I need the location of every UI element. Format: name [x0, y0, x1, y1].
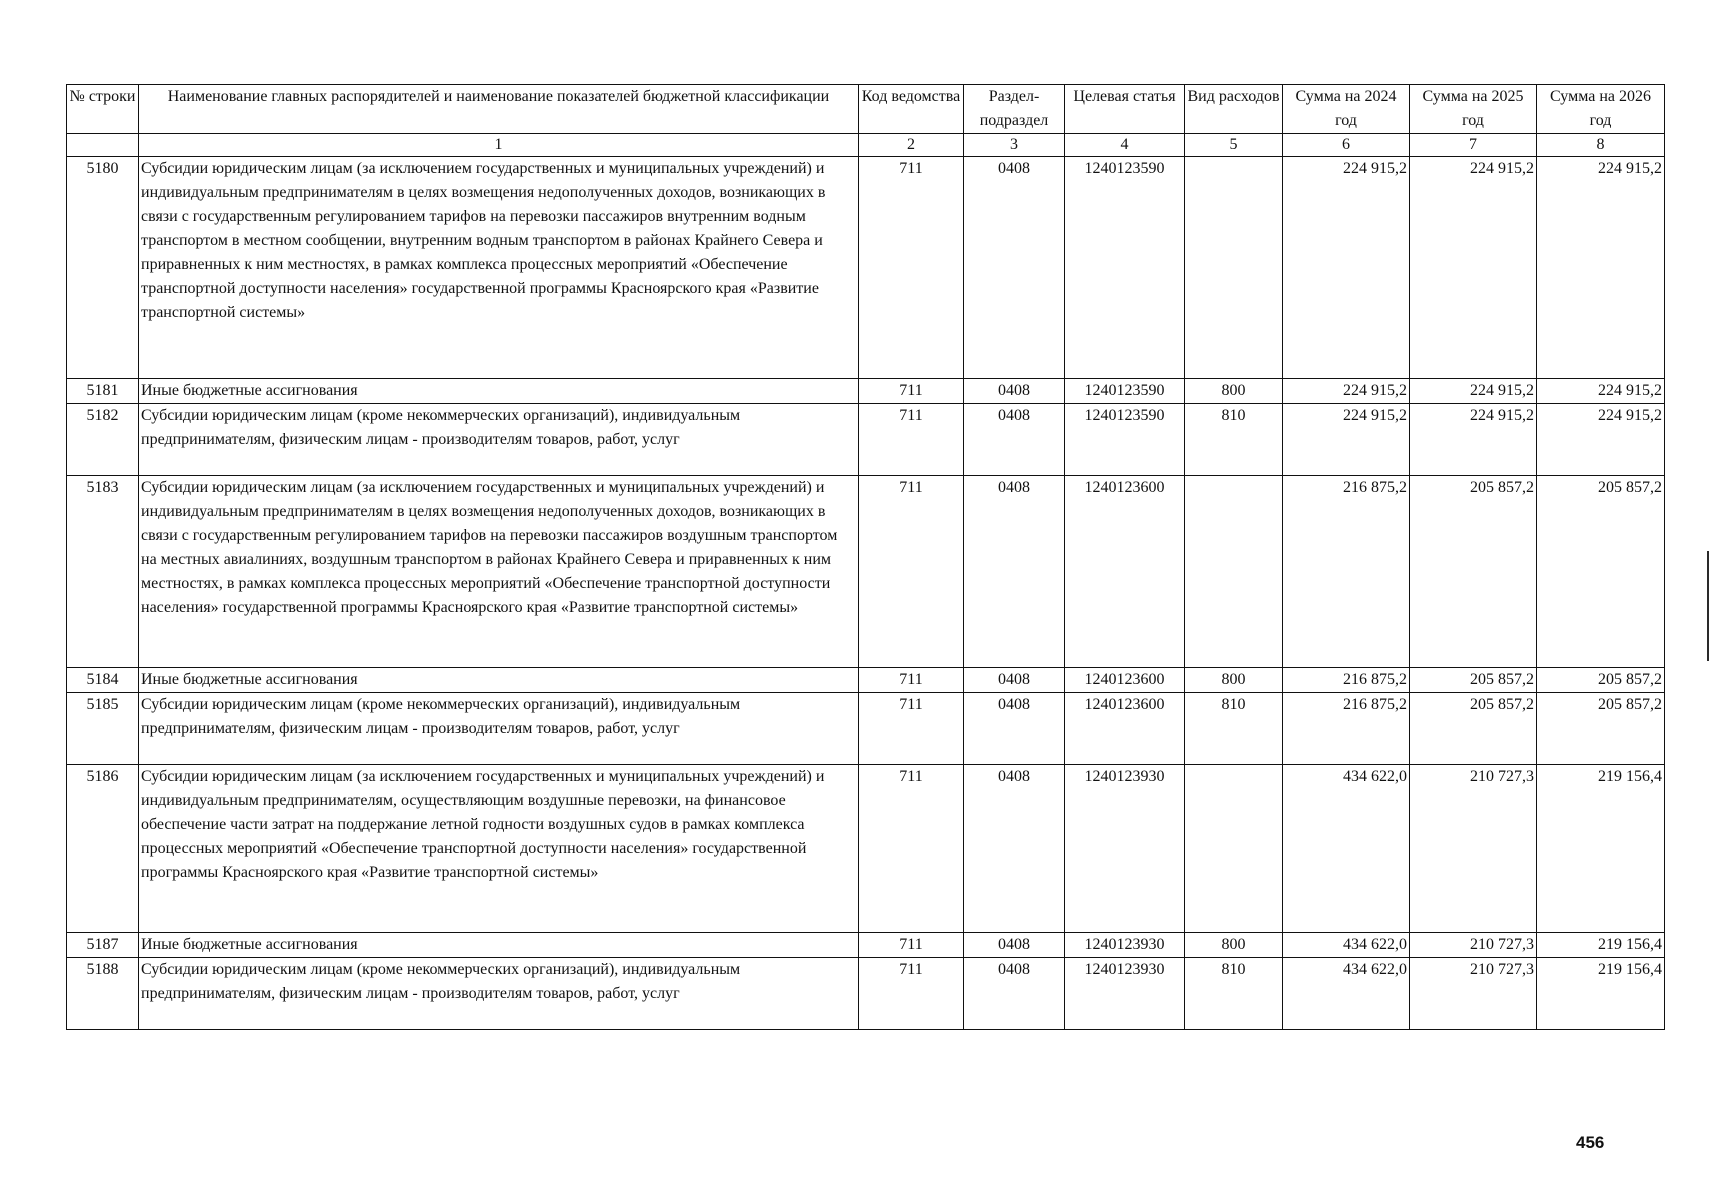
row-name: Субсидии юридическим лицам (кроме некоммерческих организаций), индивидуальным предпринимателям, физическим лицам - производителям товаров, работ, услуг	[139, 693, 859, 765]
row-number: 5182	[67, 404, 139, 476]
table-row	[67, 157, 1665, 379]
row-number: 5186	[67, 765, 139, 933]
row-target-article: 1240123590	[1065, 404, 1185, 476]
column-number	[67, 134, 139, 157]
row-target-article: 1240123930	[1065, 933, 1185, 958]
row-department-code: 711	[859, 668, 964, 693]
row-section: 0408	[964, 379, 1065, 404]
row-name: Иные бюджетные ассигнования	[139, 933, 859, 958]
scan-edge-mark	[1707, 551, 1709, 661]
row-expense-type	[1185, 476, 1283, 668]
row-expense-type: 810	[1185, 404, 1283, 476]
header-sum-2026: Сумма на 2026 год	[1537, 85, 1665, 134]
row-expense-type	[1185, 765, 1283, 933]
row-sum-2024: 224 915,2	[1283, 379, 1410, 404]
row-name: Иные бюджетные ассигнования	[139, 668, 859, 693]
table-header-row	[67, 85, 1665, 134]
row-expense-type	[1185, 157, 1283, 379]
row-section: 0408	[964, 765, 1065, 933]
row-name: Субсидии юридическим лицам (за исключением государственных и муниципальных учреждений) и индивидуальным предпринимателям в целях возмещения недополученных доходов, возникающих в связи с государственным регулированием тарифов на перевозки пассажиров воздушным транспортом на местных авиалиниях, воздушным транспортом в районах Крайнего Севера и приравненных к ним местностях, в рамках комплекса процессных мероприятий «Обеспечение транспортной доступности населения» государственной программы Красноярского края «Развитие транспортной системы»	[139, 476, 859, 668]
row-number: 5181	[67, 379, 139, 404]
row-sum-2025: 205 857,2	[1410, 476, 1537, 668]
row-target-article: 1240123590	[1065, 157, 1185, 379]
row-number: 5184	[67, 668, 139, 693]
row-number: 5185	[67, 693, 139, 765]
row-target-article: 1240123600	[1065, 668, 1185, 693]
header-target-article: Целевая статья	[1065, 85, 1185, 134]
row-department-code: 711	[859, 765, 964, 933]
row-sum-2026: 205 857,2	[1537, 476, 1665, 668]
row-sum-2025: 205 857,2	[1410, 668, 1537, 693]
header-row-number: № строки	[67, 85, 139, 134]
row-number: 5183	[67, 476, 139, 668]
row-sum-2026: 205 857,2	[1537, 668, 1665, 693]
row-sum-2026: 219 156,4	[1537, 958, 1665, 1030]
row-target-article: 1240123600	[1065, 693, 1185, 765]
column-number: 5	[1185, 134, 1283, 157]
table-row	[67, 693, 1665, 765]
row-number: 5188	[67, 958, 139, 1030]
header-sum-2025: Сумма на 2025 год	[1410, 85, 1537, 134]
row-target-article: 1240123930	[1065, 765, 1185, 933]
row-sum-2024: 224 915,2	[1283, 157, 1410, 379]
table-row	[67, 404, 1665, 476]
row-sum-2025: 224 915,2	[1410, 379, 1537, 404]
table-row	[67, 933, 1665, 958]
column-number: 8	[1537, 134, 1665, 157]
table-row	[67, 379, 1665, 404]
row-sum-2026: 205 857,2	[1537, 693, 1665, 765]
row-sum-2024: 434 622,0	[1283, 765, 1410, 933]
budget-document	[66, 84, 1665, 1030]
column-number: 1	[139, 134, 859, 157]
column-number: 6	[1283, 134, 1410, 157]
row-sum-2025: 224 915,2	[1410, 157, 1537, 379]
row-sum-2025: 210 727,3	[1410, 933, 1537, 958]
column-numbers-row	[67, 134, 1665, 157]
table-row	[67, 668, 1665, 693]
row-sum-2025: 210 727,3	[1410, 958, 1537, 1030]
row-target-article: 1240123930	[1065, 958, 1185, 1030]
row-name: Субсидии юридическим лицам (за исключением государственных и муниципальных учреждений) и индивидуальным предпринимателям, осуществляющим воздушные перевозки, на финансовое обеспечение части затрат на поддержание летной годности воздушных судов в рамках комплекса процессных мероприятий «Обеспечение транспортной доступности населения» государственной программы Красноярского края «Развитие транспортной системы»	[139, 765, 859, 933]
row-section: 0408	[964, 933, 1065, 958]
row-expense-type: 810	[1185, 693, 1283, 765]
row-department-code: 711	[859, 157, 964, 379]
row-department-code: 711	[859, 379, 964, 404]
row-department-code: 711	[859, 958, 964, 1030]
header-expense-type: Вид расходов	[1185, 85, 1283, 134]
row-expense-type: 810	[1185, 958, 1283, 1030]
row-department-code: 711	[859, 933, 964, 958]
header-section: Раздел-подраздел	[964, 85, 1065, 134]
row-section: 0408	[964, 404, 1065, 476]
row-section: 0408	[964, 693, 1065, 765]
row-section: 0408	[964, 476, 1065, 668]
row-section: 0408	[964, 958, 1065, 1030]
row-sum-2026: 219 156,4	[1537, 765, 1665, 933]
row-sum-2025: 205 857,2	[1410, 693, 1537, 765]
row-expense-type: 800	[1185, 668, 1283, 693]
row-name: Иные бюджетные ассигнования	[139, 379, 859, 404]
row-sum-2025: 224 915,2	[1410, 404, 1537, 476]
row-sum-2024: 224 915,2	[1283, 404, 1410, 476]
header-sum-2024: Сумма на 2024 год	[1283, 85, 1410, 134]
row-sum-2025: 210 727,3	[1410, 765, 1537, 933]
row-sum-2024: 216 875,2	[1283, 476, 1410, 668]
row-name: Субсидии юридическим лицам (за исключением государственных и муниципальных учреждений) и индивидуальным предпринимателям в целях возмещения недополученных доходов, возникающих в связи с государственным регулированием тарифов на перевозки пассажиров внутренним водным транспортом в местном сообщении, внутренним водным транспортом в районах Крайнего Севера и приравненных к ним местностях, в рамках комплекса процессных мероприятий «Обеспечение транспортной доступности населения» государственной программы Красноярского края «Развитие транспортной системы»	[139, 157, 859, 379]
row-target-article: 1240123590	[1065, 379, 1185, 404]
row-department-code: 711	[859, 404, 964, 476]
column-number: 4	[1065, 134, 1185, 157]
row-name: Субсидии юридическим лицам (кроме некоммерческих организаций), индивидуальным предпринимателям, физическим лицам - производителям товаров, работ, услуг	[139, 958, 859, 1030]
column-number: 2	[859, 134, 964, 157]
header-department-code: Код ведомства	[859, 85, 964, 134]
row-department-code: 711	[859, 476, 964, 668]
row-number: 5180	[67, 157, 139, 379]
row-target-article: 1240123600	[1065, 476, 1185, 668]
row-sum-2024: 216 875,2	[1283, 668, 1410, 693]
row-expense-type: 800	[1185, 933, 1283, 958]
column-number: 3	[964, 134, 1065, 157]
table-row	[67, 765, 1665, 933]
row-sum-2024: 434 622,0	[1283, 958, 1410, 1030]
row-sum-2024: 216 875,2	[1283, 693, 1410, 765]
row-number: 5187	[67, 933, 139, 958]
table-row	[67, 476, 1665, 668]
row-section: 0408	[964, 668, 1065, 693]
row-sum-2026: 219 156,4	[1537, 933, 1665, 958]
row-expense-type: 800	[1185, 379, 1283, 404]
row-sum-2026: 224 915,2	[1537, 404, 1665, 476]
row-sum-2026: 224 915,2	[1537, 157, 1665, 379]
row-section: 0408	[964, 157, 1065, 379]
column-number: 7	[1410, 134, 1537, 157]
row-sum-2026: 224 915,2	[1537, 379, 1665, 404]
row-sum-2024: 434 622,0	[1283, 933, 1410, 958]
row-name: Субсидии юридическим лицам (кроме некоммерческих организаций), индивидуальным предпринимателям, физическим лицам - производителям товаров, работ, услуг	[139, 404, 859, 476]
row-department-code: 711	[859, 693, 964, 765]
table-row	[67, 958, 1665, 1030]
page-number: 456	[1576, 1133, 1605, 1152]
header-name: Наименование главных распорядителей и наименование показателей бюджетной классификации	[139, 85, 859, 134]
budget-table	[66, 84, 1665, 1030]
